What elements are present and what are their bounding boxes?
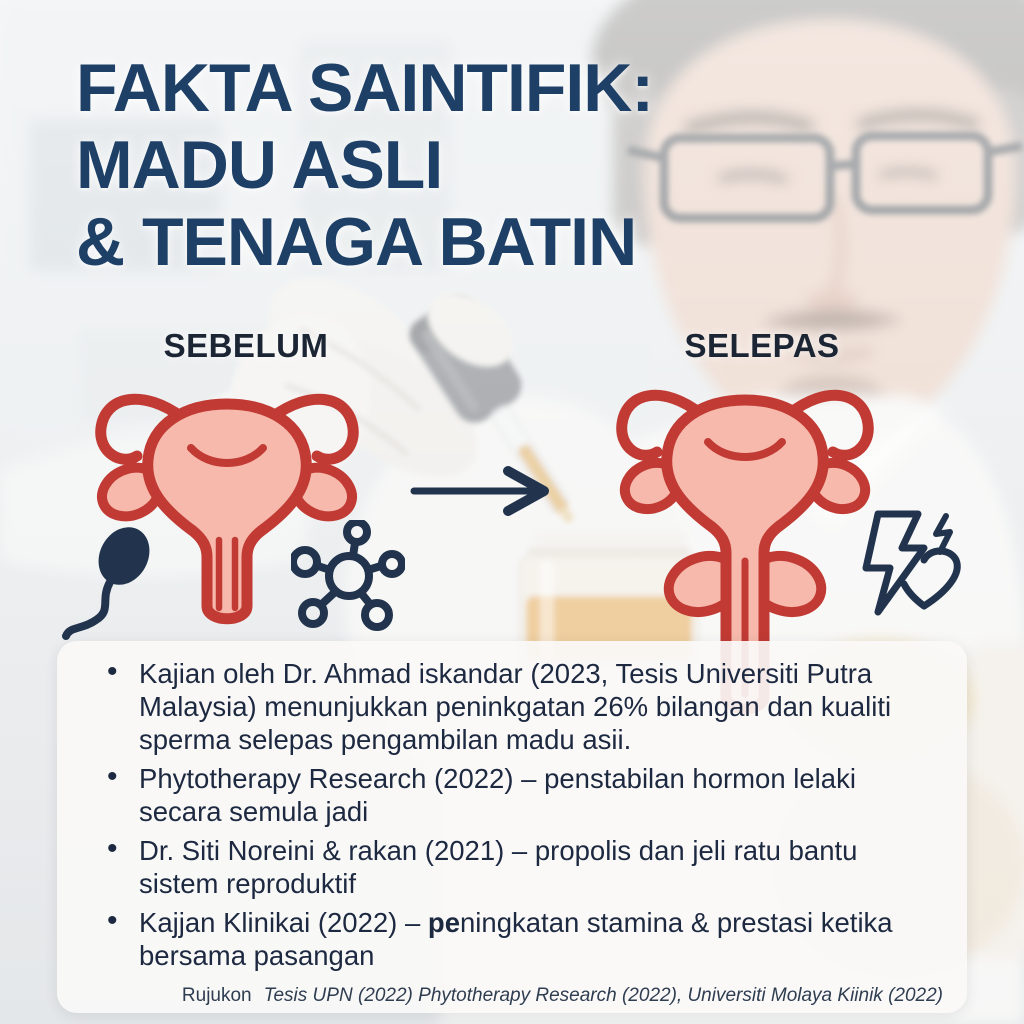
reference-label: Rujukon — [181, 985, 252, 1006]
page-title-line2: MADU ASLI — [76, 127, 443, 203]
fact-item — [103, 834, 939, 900]
page-title — [76, 50, 653, 281]
fact-item — [103, 906, 939, 972]
reference-line — [182, 985, 943, 1007]
fact-item — [103, 762, 939, 828]
page-title-line1: FAKTA SAINTIFIK: — [76, 50, 654, 126]
facts-panel — [57, 641, 967, 1013]
fact-item — [103, 657, 939, 756]
sperm-icon — [56, 526, 162, 646]
fact-text: Dr. Siti Noreini & rakan (2021) – propolis dan jeli ratu bantu sistem reproduktif — [139, 835, 858, 899]
facts-list — [57, 641, 967, 972]
after-label: SELEPAS — [684, 327, 840, 364]
bullet-dot-icon: • — [107, 904, 118, 937]
molecule-icon — [291, 520, 405, 634]
lightning-heart-icon — [842, 506, 972, 630]
bullet-dot-icon: • — [107, 832, 118, 865]
fact-text-prefix: Kajjan Klinikai (2022) – — [139, 907, 428, 938]
bullet-dot-icon: • — [107, 655, 118, 688]
fact-text-bold: pe — [427, 907, 461, 938]
fact-text: Phytotherapy Research (2022) – penstabilan hormon lelaki secara semula jadi — [139, 763, 856, 827]
bullet-dot-icon: • — [107, 760, 118, 793]
fact-text-suffix: ningkatan stamina & prestasi ketika bersama pasangan — [139, 907, 893, 971]
before-label: SEBELUM — [163, 327, 329, 364]
arrow-right-icon — [410, 464, 562, 516]
reference-text: Tesis UPN (2022) Phytotherapy Research (2022), Universiti Molaya Kiinik (2022) — [263, 985, 943, 1006]
page-title-line3: & TENAGA BATIN — [76, 204, 637, 280]
fact-text: Kajian oleh Dr. Ahmad iskandar (2023, Tesis Universiti Putra Malaysia) menunjukkan peninkgatan 26% bilangan dan kualiti sperma selepas pengambilan madu asii. — [139, 658, 892, 755]
